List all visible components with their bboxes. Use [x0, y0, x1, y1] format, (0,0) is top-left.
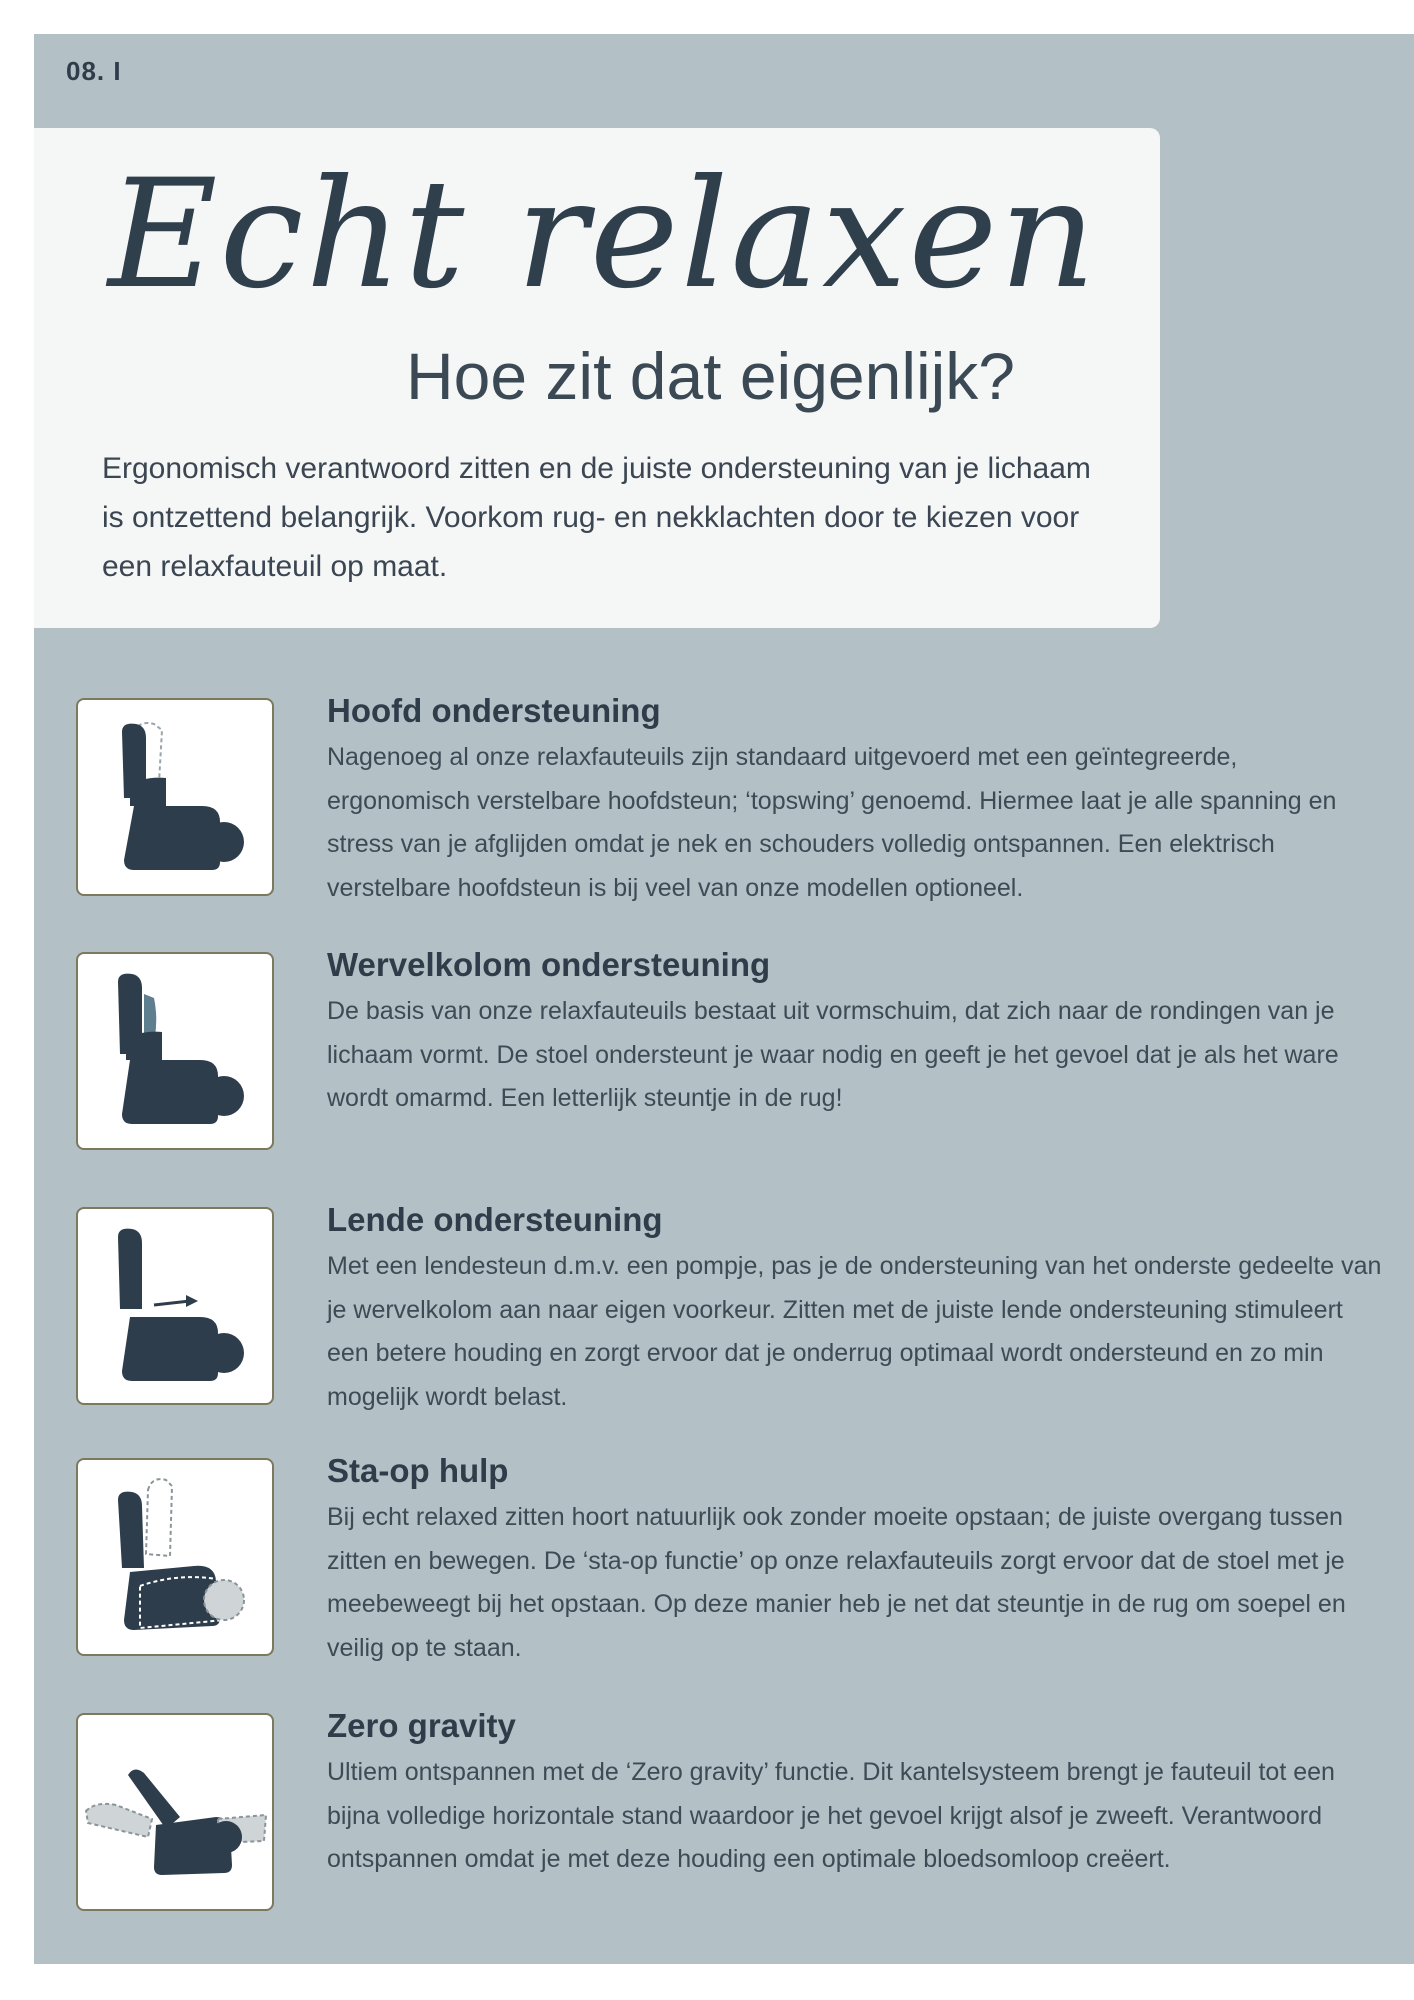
feature-text: De basis van onze relaxfauteuils bestaat uit vormschuim, dat zich naar de rondingen van je lichaam vormt. De stoel ondersteunt je waar nodig en geeft je het gevoel dat je als het ware wordt omarmd. Een letterlijk steuntje in de rug!: [327, 997, 1339, 1112]
page-number: 08. I: [66, 56, 122, 86]
feature-text: Nagenoeg al onze relaxfauteuils zijn standaard uitgevoerd met een geïntegreerde, ergonomisch verstelbare hoofdsteun; ‘topswing’ genoemd. Hiermee laat je alle spanning en stress van je afglijden omdat je nek en schouders volledig ontspannen. Een elektrisch verstelbare hoofdsteun is bij veel van onze modellen optioneel.: [327, 743, 1337, 902]
feature-text: Ultiem ontspannen met de ‘Zero gravity’ functie. Dit kantelsysteem brengt je fauteuil tot een bijna volledige horizontale stand waardoor je het gevoel krijgt alsof je zweeft. Verantwoord ontspannen omdat je met deze houding een optimale bloedsomloop creëert.: [327, 1758, 1335, 1873]
chair-spine-icon: [76, 952, 274, 1150]
intro-paragraph: Ergonomisch verantwoord zitten en de juiste ondersteuning van je lichaam is ontzettend belangrijk. Voorkom rug- en nekklachten door te kiezen voor een relaxfauteuil op maat.: [102, 452, 1091, 583]
feature-title: Sta-op hulp: [327, 1452, 509, 1489]
script-title: Echt relaxen: [108, 148, 1098, 322]
chair-lumbar-icon: [76, 1207, 274, 1405]
feature-title: Hoofd ondersteuning: [327, 692, 661, 729]
feature-title: Wervelkolom ondersteuning: [327, 946, 771, 983]
feature-title: Zero gravity: [327, 1707, 516, 1744]
chair-headrest-icon: [76, 698, 274, 896]
feature-text: Bij echt relaxed zitten hoort natuurlijk ook zonder moeite opstaan; de juiste overgang tussen zitten en bewegen. De ‘sta-op functie’ op onze relaxfauteuils zorgt ervoor dat de stoel met je meebeweegt bij het opstaan. Op deze manier heb je net dat steuntje in de rug om soepel en veilig op te staan.: [327, 1503, 1346, 1662]
chair-lift-icon: [76, 1458, 274, 1656]
page-subtitle: Hoe zit dat eigenlijk?: [406, 339, 1016, 413]
feature-title: Lende ondersteuning: [327, 1201, 663, 1238]
chair-recline-icon: [76, 1713, 274, 1911]
feature-text: Met een lendesteun d.m.v. een pompje, pas je de ondersteuning van het onderste gedeelte van je wervelkolom aan naar eigen voorkeur. Zitten met de juiste lende ondersteuning stimuleert een betere houding en zorgt ervoor dat je onderrug optimaal wordt ondersteund en zo min mogelijk wordt belast.: [327, 1252, 1382, 1411]
